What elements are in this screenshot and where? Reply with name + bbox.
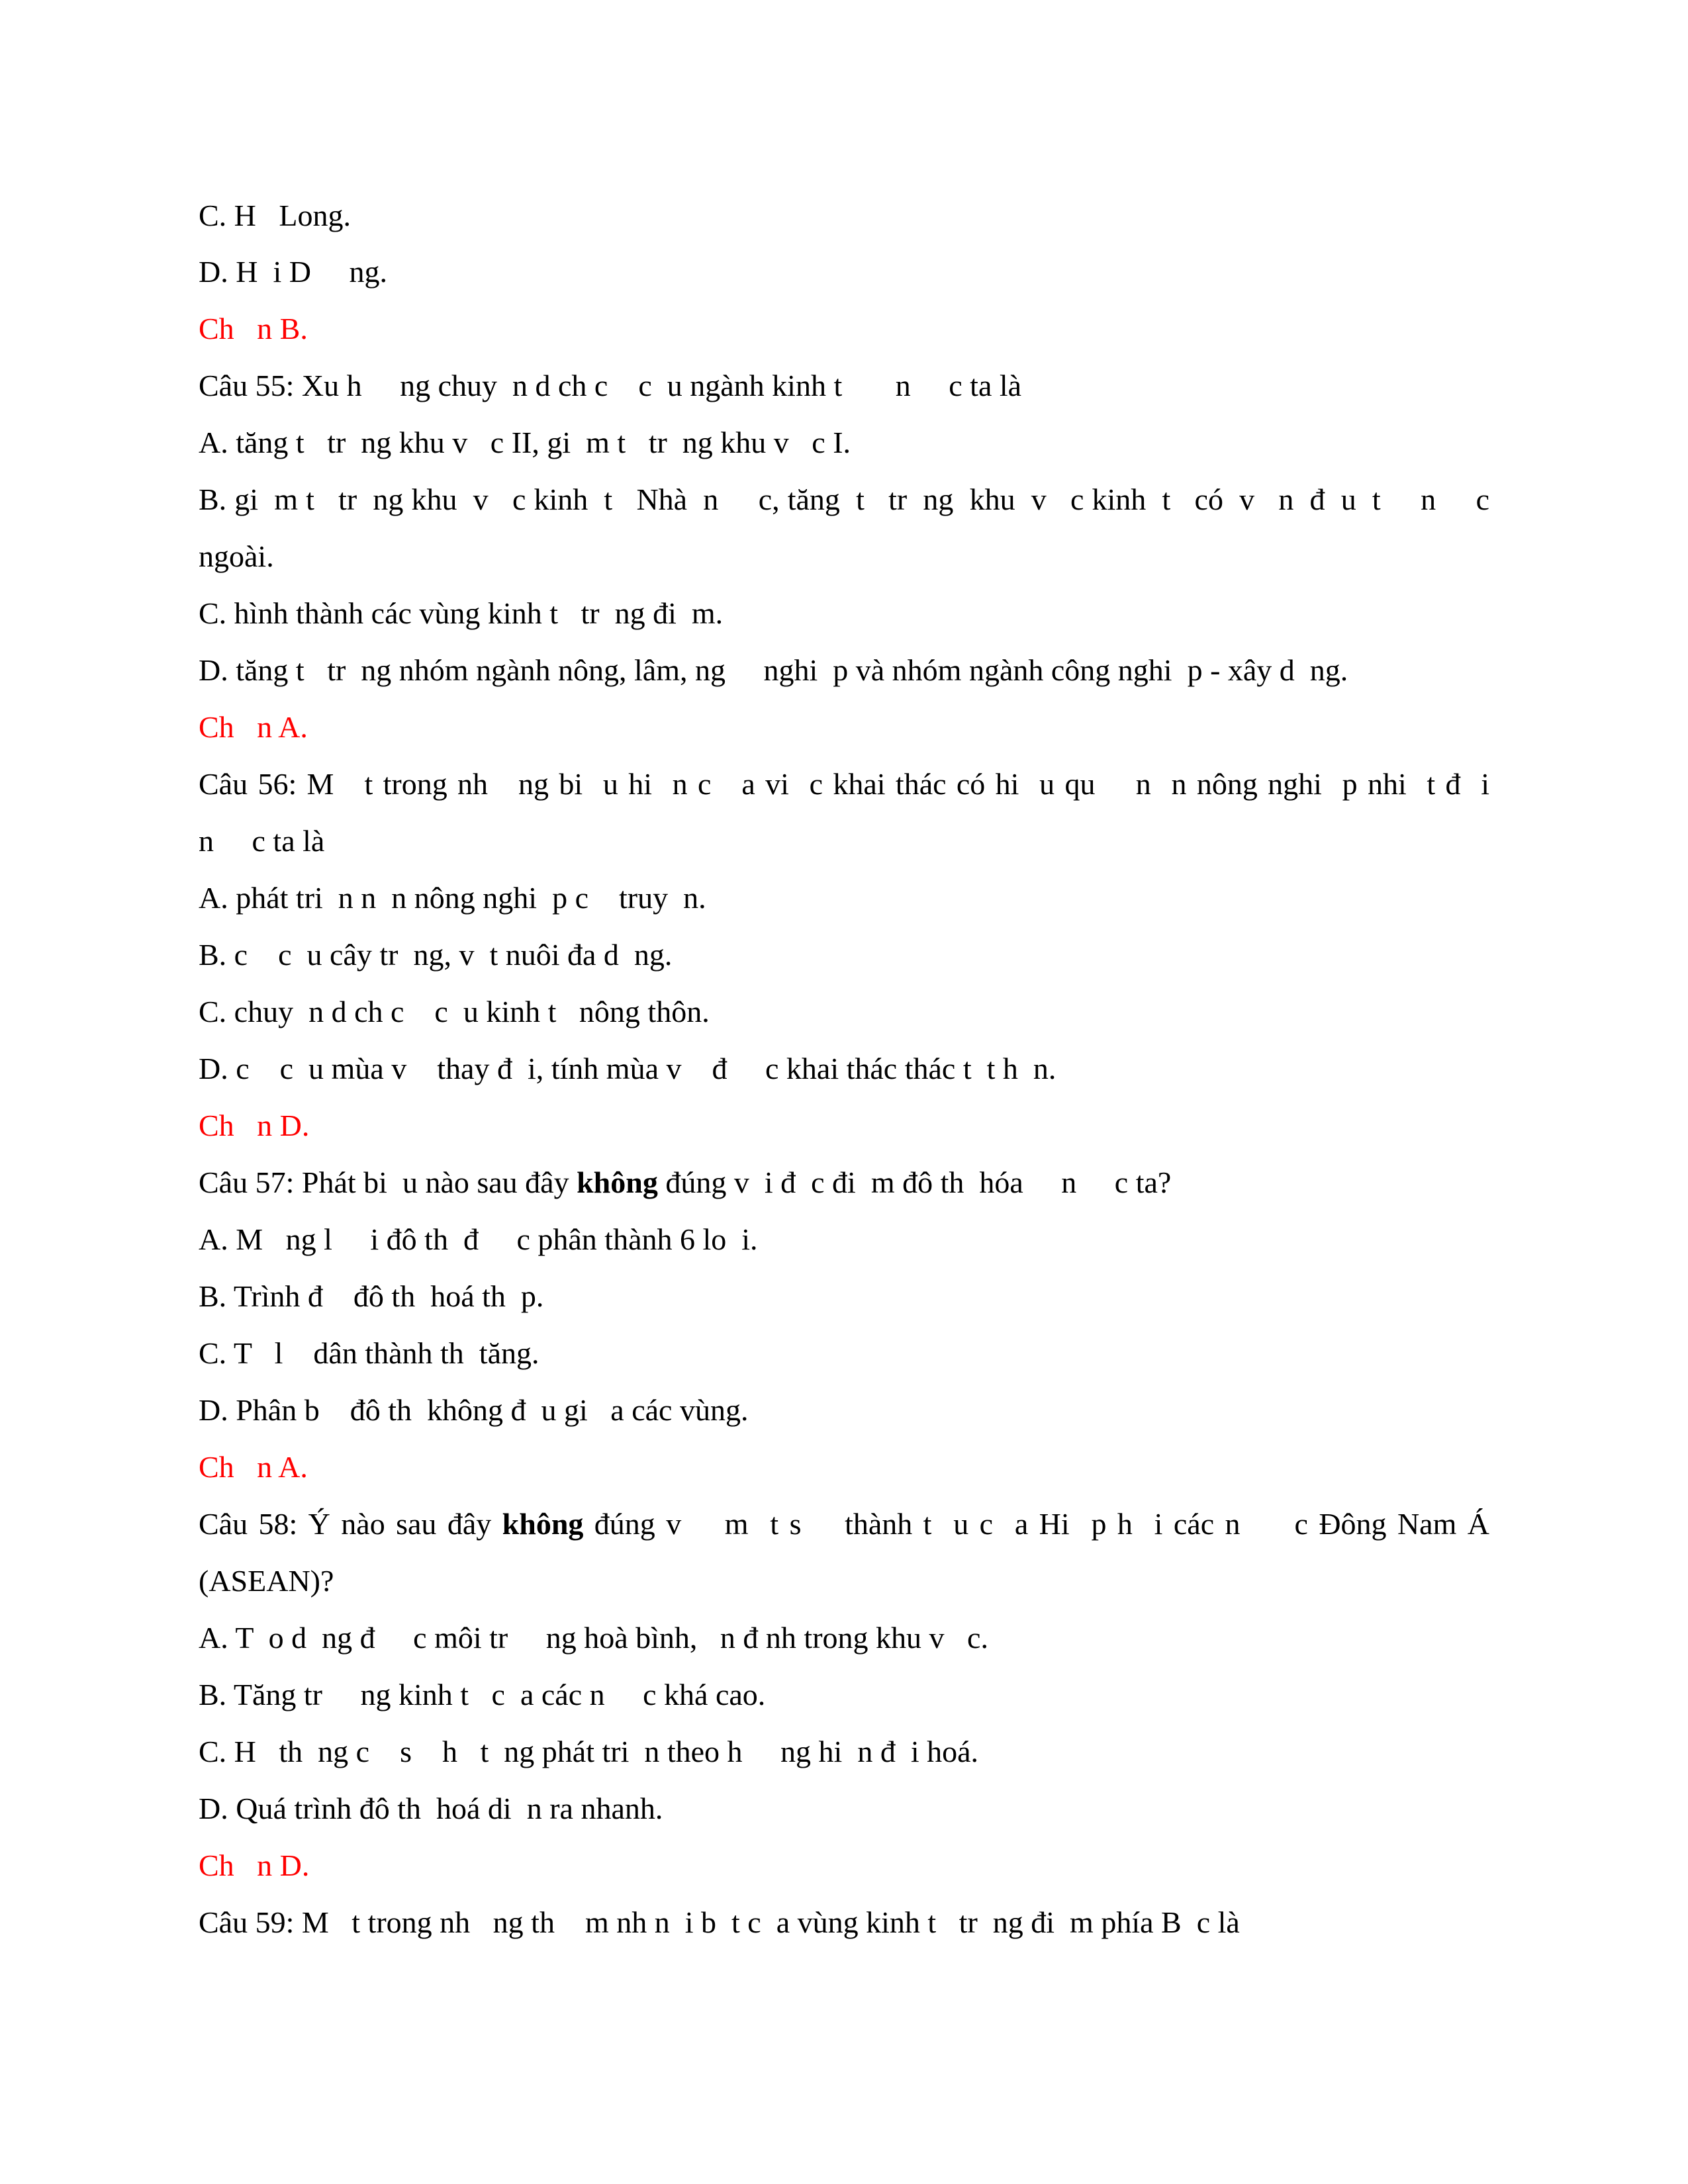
answer-key: Ch n A. [199, 1450, 308, 1484]
question-57-suffix: đúng v i đ c đi m đô th hóa n c ta? [657, 1165, 1172, 1199]
question-59: Câu 59: M t trong nh ng th m nh n i b t c a vùng kinh t tr ng đi m phía B c là [199, 1905, 1240, 1939]
option-b-text: B. Tăng tr ng kinh t c a các n c khá cao. [199, 1678, 766, 1711]
question-58-prefix: Câu 58: Ý nào sau đây [199, 1507, 502, 1541]
option-d-text: D. tăng t tr ng nhóm ngành nông, lâm, ng nghi p và nhóm ngành công nghi p - xây d ng. [199, 653, 1348, 687]
option-d-text: D. Quá trình đô th hoá di n ra nhanh. [199, 1792, 663, 1825]
question-57-prefix: Câu 57: Phát bi u nào sau đây [199, 1165, 577, 1199]
option-c-text: C. chuy n d ch c c u kinh t nông thôn. [199, 995, 710, 1028]
option-c-text: C. hình thành các vùng kinh t tr ng đi m. [199, 596, 724, 630]
option-c-text: C. H th ng c s h t ng phát tri n theo h ng hi n đ i hoá. [199, 1735, 979, 1768]
question-58-continuation: (ASEAN)? [199, 1564, 334, 1598]
option-a-text: A. tăng t tr ng khu v c II, gi m t tr ng khu v c I. [199, 426, 851, 459]
question-55: Câu 55: Xu h ng chuy n d ch c c u ngành kinh t n c ta là [199, 369, 1022, 402]
negation-emphasis: không [502, 1507, 584, 1541]
option-c-text: C. T l dân thành th tăng. [199, 1336, 539, 1370]
option-b-text: B. gi m t tr ng khu v c kinh t Nhà n c, tăng t tr ng khu v c kinh t có v n đ u t n c [199, 482, 1489, 516]
option-a-text: A. phát tri n n n nông nghi p c truy n. [199, 881, 706, 915]
answer-key: Ch n A. [199, 710, 308, 744]
question-56: Câu 56: M t trong nh ng bi u hi n c a vi c khai thác có hi u qu n n nông nghi p nhi t đ i [199, 767, 1489, 801]
answer-key: Ch n B. [199, 312, 308, 345]
option-a-text: A. M ng l i đô th đ c phân thành 6 lo i. [199, 1222, 758, 1256]
negation-emphasis: không [577, 1165, 658, 1199]
option-b-text: B. Trình đ đô th hoá th p. [199, 1279, 544, 1313]
answer-key: Ch n D. [199, 1109, 310, 1142]
option-a-text: A. T o d ng đ c môi tr ng hoà bình, n đ nh trong khu v c. [199, 1621, 988, 1655]
question-56-continuation: n c ta là [199, 824, 325, 858]
option-c-text: C. H Long. [199, 199, 351, 232]
option-d-text: D. c c u mùa v thay đ i, tính mùa v đ c khai thác thác t t h n. [199, 1052, 1056, 1085]
option-b-text: B. c c u cây tr ng, v t nuôi đa d ng. [199, 938, 673, 972]
option-d-text: D. H i D ng. [199, 255, 387, 289]
question-58 [199, 1506, 1489, 1543]
option-b-continuation: ngoài. [199, 539, 274, 573]
answer-key: Ch n D. [199, 1848, 310, 1882]
question-57 [199, 1164, 1171, 1201]
question-58-suffix: đúng v m t s thành t u c a Hi p h i các n c Đông Nam Á [583, 1507, 1489, 1541]
option-d-text: D. Phân b đô th không đ u gi a các vùng. [199, 1393, 749, 1427]
